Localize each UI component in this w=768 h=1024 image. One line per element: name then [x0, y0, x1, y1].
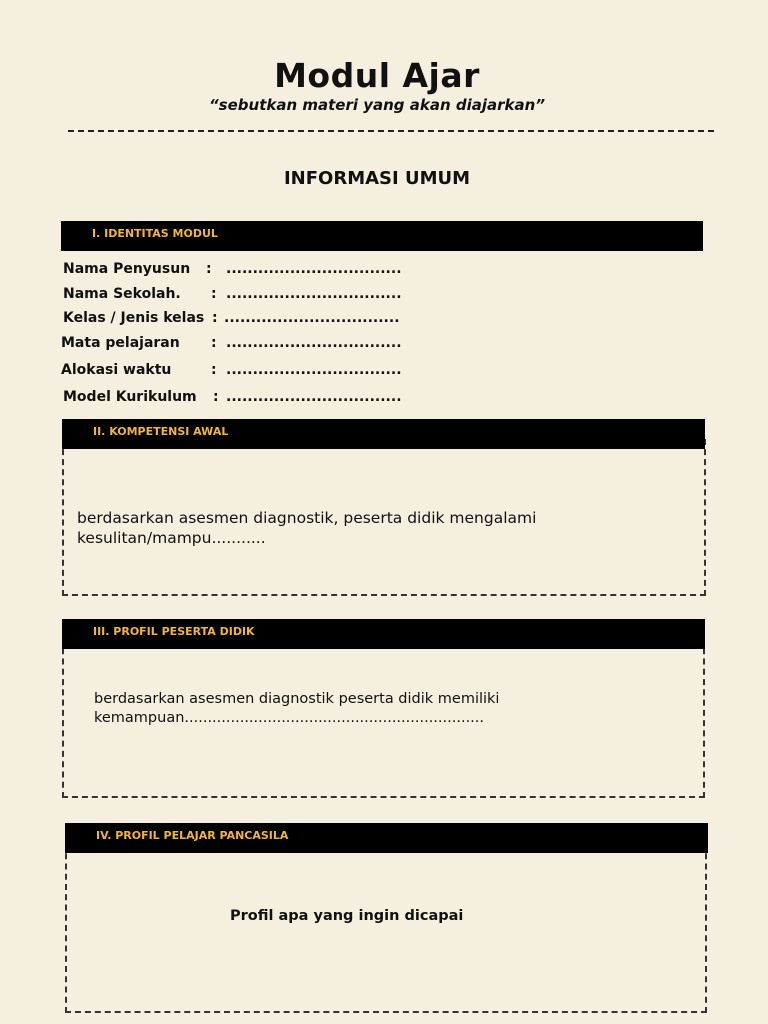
field-label: Nama Penyusun: [63, 261, 191, 277]
field-value: .................................: [226, 362, 402, 378]
field-label: Model Kurikulum: [63, 389, 197, 405]
field-value: .................................: [226, 389, 402, 405]
field-colon: :: [211, 286, 217, 302]
field-colon: :: [213, 389, 219, 405]
field-colon: :: [211, 335, 217, 351]
field-value: .................................: [226, 335, 402, 351]
profil-pancasila-bar: [65, 823, 708, 853]
profil-pancasila-text: Profil apa yang ingin dicapai: [230, 908, 464, 924]
field-label: Nama Sekolah.: [63, 286, 181, 302]
profil-peserta-bar: [62, 619, 705, 649]
profil-peserta-line1: berdasarkan asesmen diagnostik peserta didik memiliki: [94, 691, 500, 707]
field-colon: :: [212, 310, 218, 326]
identitas-modul-label: I. IDENTITAS MODUL: [92, 227, 218, 240]
profil-peserta-label: III. PROFIL PESERTA DIDIK: [93, 625, 255, 638]
field-colon: :: [206, 261, 212, 277]
kompetensi-awal-line1: berdasarkan asesmen diagnostik, peserta didik mengalami: [77, 509, 537, 527]
kompetensi-awal-bar: [62, 419, 705, 449]
identitas-modul-bar: [61, 221, 703, 251]
kompetensi-awal-line2: kesulitan/mampu...........: [77, 529, 266, 547]
field-colon: :: [211, 362, 217, 378]
field-label: Alokasi waktu: [61, 362, 172, 378]
field-label: Mata pelajaran: [61, 335, 180, 351]
field-label: Kelas / Jenis kelas: [63, 310, 205, 326]
field-value: .................................: [226, 261, 402, 277]
section-heading: INFORMASI UMUM: [283, 168, 471, 189]
field-value: .................................: [224, 310, 400, 326]
profil-peserta-line2: kemampuan.................................................................: [94, 710, 484, 726]
profil-pancasila-box: [65, 843, 707, 1013]
dashed-divider: [68, 130, 714, 132]
kompetensi-awal-label: II. KOMPETENSI AWAL: [93, 425, 229, 438]
profil-pancasila-label: IV. PROFIL PELAJAR PANCASILA: [96, 829, 289, 842]
field-value: .................................: [226, 286, 402, 302]
page-subtitle: “sebutkan materi yang akan diajarkan”: [209, 96, 545, 114]
page-title: Modul Ajar: [274, 56, 480, 95]
